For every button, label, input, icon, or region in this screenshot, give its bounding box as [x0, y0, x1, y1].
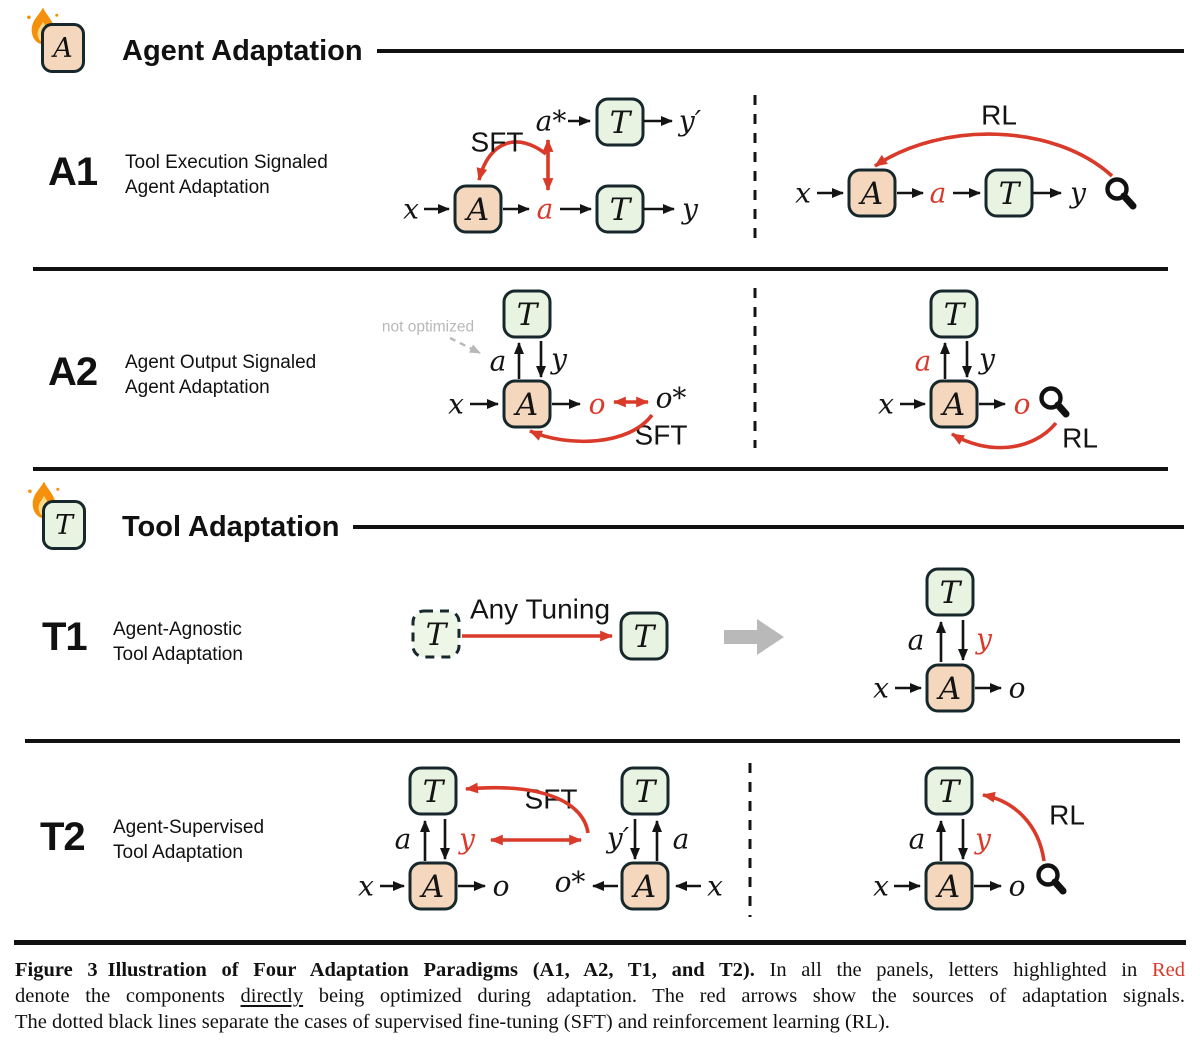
t2-label-x-mirror: x [707, 869, 723, 903]
a2-label-a: a [489, 344, 507, 378]
a1-label-y: y [682, 192, 698, 226]
row-desc-t2-line2: Tool Adaptation [113, 842, 243, 863]
t2-rl-label: RL [1049, 799, 1085, 831]
tool-box-letter: T [633, 619, 655, 655]
t2-rl-label-a: a [908, 822, 926, 856]
t1-label-x: x [873, 671, 889, 705]
a1-label-a-star: a* [535, 104, 567, 138]
a2-rl-label-x: x [878, 387, 894, 421]
t1-any-tuning-label: Any Tuning [469, 593, 611, 625]
t2-sft-label: SFT [524, 783, 578, 815]
agent-section-title: Agent Adaptation [122, 34, 363, 67]
a1-rl-label-x: x [795, 176, 811, 210]
magnifier-icon [1042, 389, 1067, 415]
agent-section-header [122, 32, 1184, 70]
agent-icon-letter: A [53, 32, 73, 64]
caption-line-1 [15, 957, 1185, 983]
a2-label-o-star: o* [655, 381, 687, 415]
agent-box-letter: A [515, 387, 539, 423]
a1-rl-label: RL [981, 99, 1017, 131]
tool-header-rule [353, 525, 1184, 529]
row-id-a1: A1 [48, 150, 98, 194]
a2-label-x: x [448, 387, 464, 421]
tool-section-title: Tool Adaptation [122, 510, 340, 543]
t1-label-y-red: y [976, 622, 992, 656]
a2-rl-label-y: y [979, 342, 995, 376]
a1-sft-label: SFT [470, 126, 524, 158]
figure-caption [15, 957, 1185, 1035]
a2-label-y: y [551, 342, 567, 376]
caption-divider [14, 940, 1186, 945]
row-id-t2: T2 [40, 815, 85, 859]
t2-rl-label-x: x [873, 869, 889, 903]
a2-sft-label: SFT [634, 419, 688, 451]
row-divider [33, 267, 1168, 271]
a2-not-optimized-arrow [450, 338, 480, 353]
magnifier-icon [1108, 180, 1134, 207]
result-block-arrow-icon [724, 619, 784, 655]
t2-red-rl-arrow [983, 795, 1044, 861]
row-id-a2: A2 [48, 350, 98, 394]
a1-label-y-prime: y′ [678, 104, 702, 138]
a1-label-a-red: a [536, 192, 554, 226]
t2-rl-label-o: o [1008, 869, 1026, 903]
tool-section-header [122, 508, 1184, 546]
t2-label-x: x [358, 869, 374, 903]
t1-label-o: o [1008, 671, 1026, 705]
row-desc-t1-line1: Agent-Agnostic [113, 619, 242, 640]
agent-box-letter: A [421, 869, 445, 905]
caption-text-2a: denote the components [15, 985, 225, 1007]
t1-label-a: a [907, 623, 925, 657]
a2-rl-label-o-red: o [1013, 387, 1031, 421]
tool-icon-letter: T [54, 509, 73, 541]
tool-box-letter: T [938, 774, 960, 810]
tool-box-letter: T [425, 617, 447, 653]
t2-label-a-mirror: a [672, 822, 690, 856]
tool-box-letter: T [634, 774, 656, 810]
t2-label-o: o [492, 869, 510, 903]
tool-box-letter: T [939, 575, 961, 611]
agent-box-letter: A [860, 176, 884, 212]
caption-text-2b: being optimized during adaptation. The red arrows show the sources of adaptation signals. [318, 985, 1185, 1007]
caption-red-word: Red [1151, 959, 1185, 981]
agent-box-letter: A [937, 869, 961, 905]
agent-box-letter: A [938, 671, 962, 707]
tool-icon-box [42, 500, 86, 550]
tool-box-letter: T [609, 192, 631, 228]
row-desc-t1-line2: Tool Adaptation [113, 644, 243, 665]
a1-diagram [0, 85, 1200, 265]
a2-label-o-red: o [588, 387, 606, 421]
row-desc-a2-line1: Agent Output Signaled [125, 352, 317, 373]
row-desc-a1-line2: Agent Adaptation [125, 177, 270, 198]
tool-box-letter: T [422, 774, 444, 810]
a2-rl-label: RL [1062, 422, 1098, 454]
t2-label-o-star: o* [554, 865, 586, 899]
t2-label-a: a [394, 822, 412, 856]
caption-line-2 [15, 983, 1185, 1009]
tool-box-letter: T [943, 297, 965, 333]
caption-line-3: The dotted black lines separate the cases of supervised fine-tuning (SFT) and reinforcement learning (RL). [15, 1011, 890, 1033]
tool-box-letter: T [609, 105, 631, 141]
caption-bold-title: Illustration of Four Adaptation Paradigms (A1, A2, T1, and T2). [107, 959, 755, 981]
agent-box-letter: A [633, 869, 657, 905]
magnifier-icon [1039, 866, 1064, 892]
t2-diagram [0, 755, 1200, 940]
t2-label-y-prime: y′ [606, 821, 630, 855]
section-divider [33, 467, 1168, 471]
a2-not-optimized-note: not optimized [381, 318, 475, 336]
row-desc-a1-line1: Tool Execution Signaled [125, 152, 328, 173]
caption-underlined-word: directly [240, 985, 304, 1007]
a1-label-x: x [403, 192, 419, 226]
a2-diagram [0, 275, 1200, 467]
t2-label-y-red: y [459, 822, 475, 856]
t2-rl-label-y-red: y [975, 822, 991, 856]
a1-rl-label-y: y [1070, 176, 1086, 210]
tool-box-letter: T [516, 297, 538, 333]
t1-diagram [0, 560, 1200, 740]
agent-box-letter: A [466, 192, 490, 228]
row-desc-a2-line2: Agent Adaptation [125, 377, 270, 398]
agent-box-letter: A [942, 387, 966, 423]
caption-text-1: In all the panels, letters highlighted in [769, 959, 1138, 981]
row-id-t1: T1 [42, 615, 87, 659]
a2-rl-label-a-red: a [914, 344, 932, 378]
a1-rl-label-a-red: a [929, 176, 947, 210]
tool-box-letter: T [998, 176, 1020, 212]
agent-header-rule [377, 49, 1184, 53]
agent-icon-box [41, 23, 85, 73]
row-desc-t2-line1: Agent-Supervised [113, 817, 265, 838]
caption-figure-label: Figure 3 [15, 959, 98, 981]
row-divider [25, 739, 1180, 743]
